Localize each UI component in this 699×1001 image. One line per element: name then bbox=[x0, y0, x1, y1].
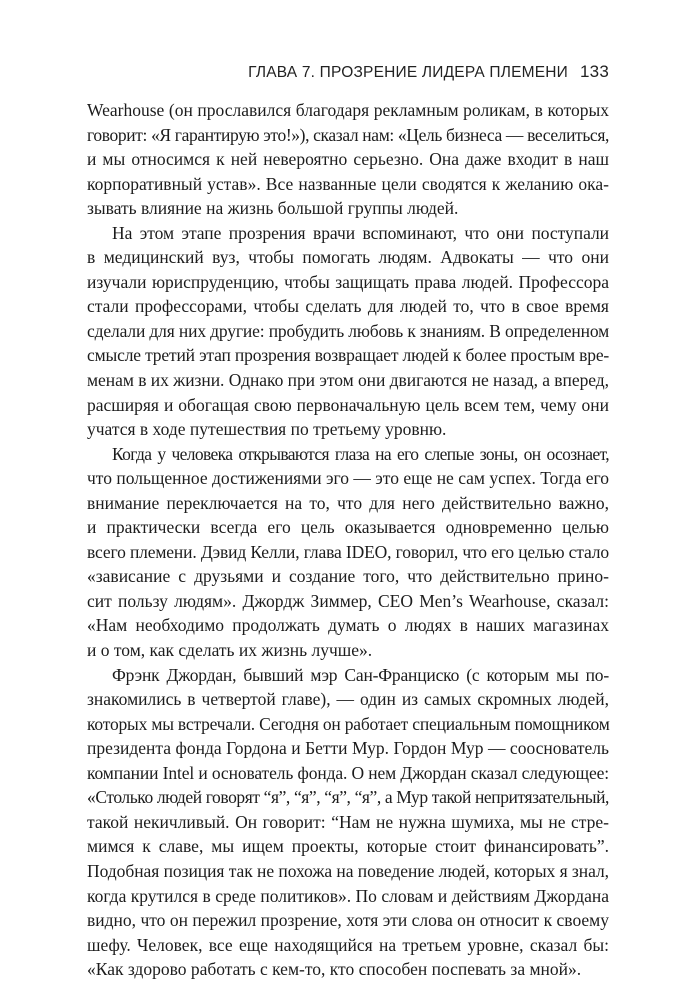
text-line: компании Intel и основатель фонда. О нем Джордан сказал следующее: bbox=[87, 762, 610, 783]
text-line: всего племени. Дэвид Келли, глава IDEO, говорил, что его целью стало bbox=[87, 541, 609, 562]
text-line: расширяя и обогащая свою первоначальную цель всем тем, чему они bbox=[87, 394, 609, 415]
text-line: «Столько людей говорят “я”, “я”, “я”, “я”, а Мур такой непритязательный, bbox=[87, 787, 609, 808]
text-line: Подобная позиция так не похожа на поведение людей, которых я знал, bbox=[87, 860, 609, 881]
text-line: внимание переключается на то, что для него действительно важно, bbox=[87, 492, 609, 513]
text-line: Фрэнк Джордан, бывший мэр Сан-Франциско (с которым мы по- bbox=[112, 664, 609, 685]
text-line: президента фонда Гордона и Бетти Мур. Гордон Мур — сооснователь bbox=[87, 738, 609, 759]
chapter-title: ГЛАВА 7. ПРОЗРЕНИЕ ЛИДЕРА ПЛЕМЕНИ bbox=[248, 64, 569, 81]
text-line: мимся к славе, мы ищем проекты, которые стоит финансировать”. bbox=[87, 836, 609, 857]
text-line: смысле третий этап прозрения возвращает людей к более простым вре- bbox=[87, 345, 610, 366]
text-line: Wearhouse (он прославился благодаря рекламным роликам, в которых bbox=[87, 100, 609, 120]
body-text bbox=[87, 98, 609, 982]
text-line: «Как здорово работать с кем-то, кто способен поспевать за мной». bbox=[87, 959, 582, 980]
text-line: сделали для них другие: пробудить любовь к знаниям. В определенном bbox=[87, 320, 610, 341]
text-line: учатся в ходе путешествия по третьему уровню. bbox=[87, 419, 447, 440]
text-line: На этом этапе прозрения врачи вспоминают, что они поступали bbox=[112, 222, 609, 243]
page-number: 133 bbox=[580, 62, 609, 81]
text-line: «зависание с друзьями и создание того, что действительно прино- bbox=[87, 566, 609, 587]
text-line: что польщенное достижениями эго — это еще не сам успех. Тогда его bbox=[87, 468, 609, 489]
text-line: стали профессорами, чтобы сделать для людей то, что в свое время bbox=[87, 296, 609, 317]
text-line: изучали юриспруденцию, чтобы защищать права людей. Профессора bbox=[87, 271, 609, 292]
text-line: такой некичливый. Он говорит: “Нам не нужна шумиха, мы не стре- bbox=[87, 811, 609, 832]
text-line: «Нам необходимо продолжать думать о людях в наших магазинах bbox=[87, 615, 609, 636]
running-header bbox=[248, 62, 609, 82]
text-line: корпоративный устав». Все названные цели сводятся к желанию ока- bbox=[87, 173, 609, 194]
text-line: шефу. Человек, все еще находящийся на третьем уровне, сказал бы: bbox=[87, 934, 609, 955]
text-line: видно, что он пережил прозрение, хотя эти слова он относит к своему bbox=[87, 910, 609, 931]
text-line: зывать влияние на жизнь большой группы людей. bbox=[87, 198, 459, 219]
text-line: сит пользу людям». Джордж Зиммер, CEO Men’s Wearhouse, сказал: bbox=[87, 590, 609, 611]
text-line: и о том, как сделать их жизнь лучше». bbox=[87, 640, 373, 661]
text-line: и мы относимся к ней невероятно серьезно. Она даже входит в наш bbox=[87, 149, 609, 170]
text-line: и практически всегда его цель оказывается одновременно целью bbox=[87, 517, 609, 538]
text-line: знакомились в четвертой главе), — один из самых скромных людей, bbox=[87, 689, 609, 710]
text-line: говорит: «Я гарантирую это!»), сказал нам: «Цель бизнеса — веселиться, bbox=[87, 124, 609, 145]
text-line: которых мы встречали. Сегодня он работает специальным помощником bbox=[87, 713, 610, 734]
text-line: менам в их жизни. Однако при этом они двигаются не назад, а вперед, bbox=[87, 370, 609, 391]
text-line: когда крутился в среде политиков». По словам и действиям Джордана bbox=[87, 885, 609, 906]
text-line: Когда у человека открываются глаза на его слепые зоны, он осознает, bbox=[112, 443, 609, 464]
text-line: в медицинский вуз, чтобы помогать людям. Адвокаты — что они bbox=[87, 247, 609, 268]
